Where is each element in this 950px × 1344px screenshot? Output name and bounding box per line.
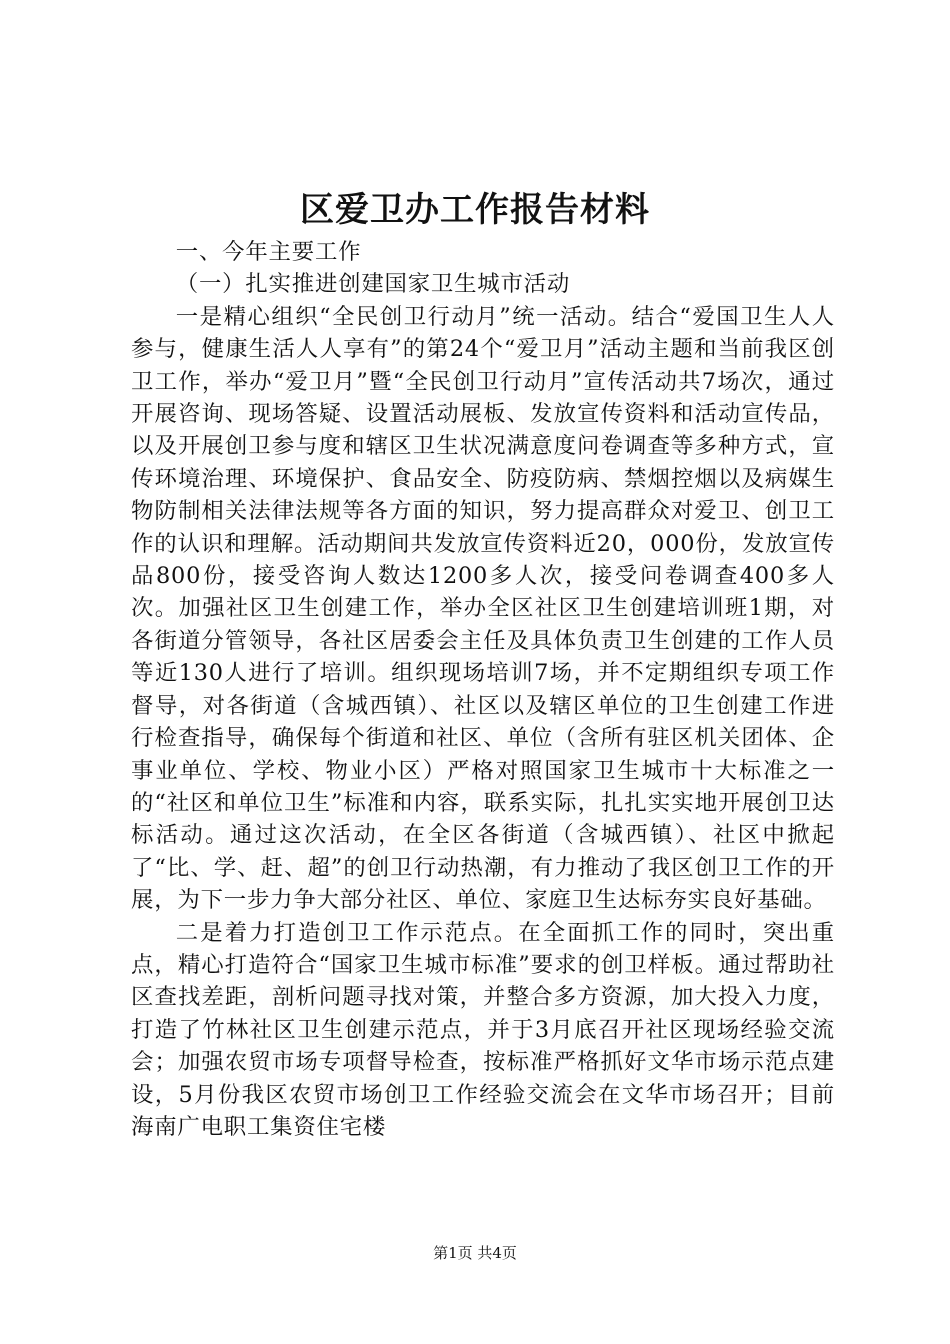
document-title: 区爱卫办工作报告材料 <box>300 190 650 230</box>
body-paragraph: 二是着力打造创卫工作示范点。在全面抓工作的同时，突出重点，精心打造符合“国家卫生城市标准”要求的创卫样板。通过帮助社区查找差距，剖析问题寻找对策，并整合多方资源，加大投入力度，打造了竹林社区卫生创建示范点，并于3月底召开社区现场经验交流会；加强农贸市场专项督导检查，按标准严格抓好文华市场示范点建设，5月份我区农贸市场创卫工作经验交流会在文华市场召开；目前海南广电职工集资住宅楼 <box>131 919 835 1140</box>
page-number-footer: 第1页 共4页 <box>433 1244 517 1262</box>
subsection-heading: （一）扎实推进创建国家卫生城市活动 <box>175 271 571 298</box>
body-paragraph: 一是精心组织“全民创卫行动月”统一活动。结合“爱国卫生人人参与，健康生活人人享有”的第24个“爱卫月”活动主题和当前我区创卫工作，举办“爱卫月”暨“全民创卫行动月”宣传活动共7场次，通过开展咨询、现场答疑、设置活动展板、发放宣传资料和活动宣传品，以及开展创卫参与度和辖区卫生状况满意度问卷调查等多种方式，宣传环境治理、环境保护、食品安全、防疫防病、禁烟控烟以及病媒生物防制相关法律法规等各方面的知识，努力提高群众对爱卫、创卫工作的认识和理解。活动期间共发放宣传资料近20，000份，发放宣传品800份，接受咨询人数达1200多人次，接受问卷调查400多人次。加强社区卫生创建工作，举办全区社区卫生创建培训班1期，对各街道分管领导，各社区居委会主任及具体负责卫生创建的工作人员等近130人进行了培训。组织现场培训7场，并不定期组织专项工作督导，对各街道（含城西镇）、社区以及辖区单位的卫生创建工作进行检查指导，确保每个街道和社区、单位（含所有驻区机关团体、企事业单位、学校、物业小区）严格对照国家卫生城市十大标准之一的“社区和单位卫生”标准和内容，联系实际，扎扎实实地开展创卫达标活动。通过这次活动，在全区各街道（含城西镇）、社区中掀起了“比、学、赶、超”的创卫行动热潮，有力推动了我区创卫工作的开展，为下一步力争大部分社区、单位、家庭卫生达标夯实良好基础。 <box>131 303 835 914</box>
document-body <box>131 236 835 1143</box>
section-heading: 一、今年主要工作 <box>175 239 362 265</box>
